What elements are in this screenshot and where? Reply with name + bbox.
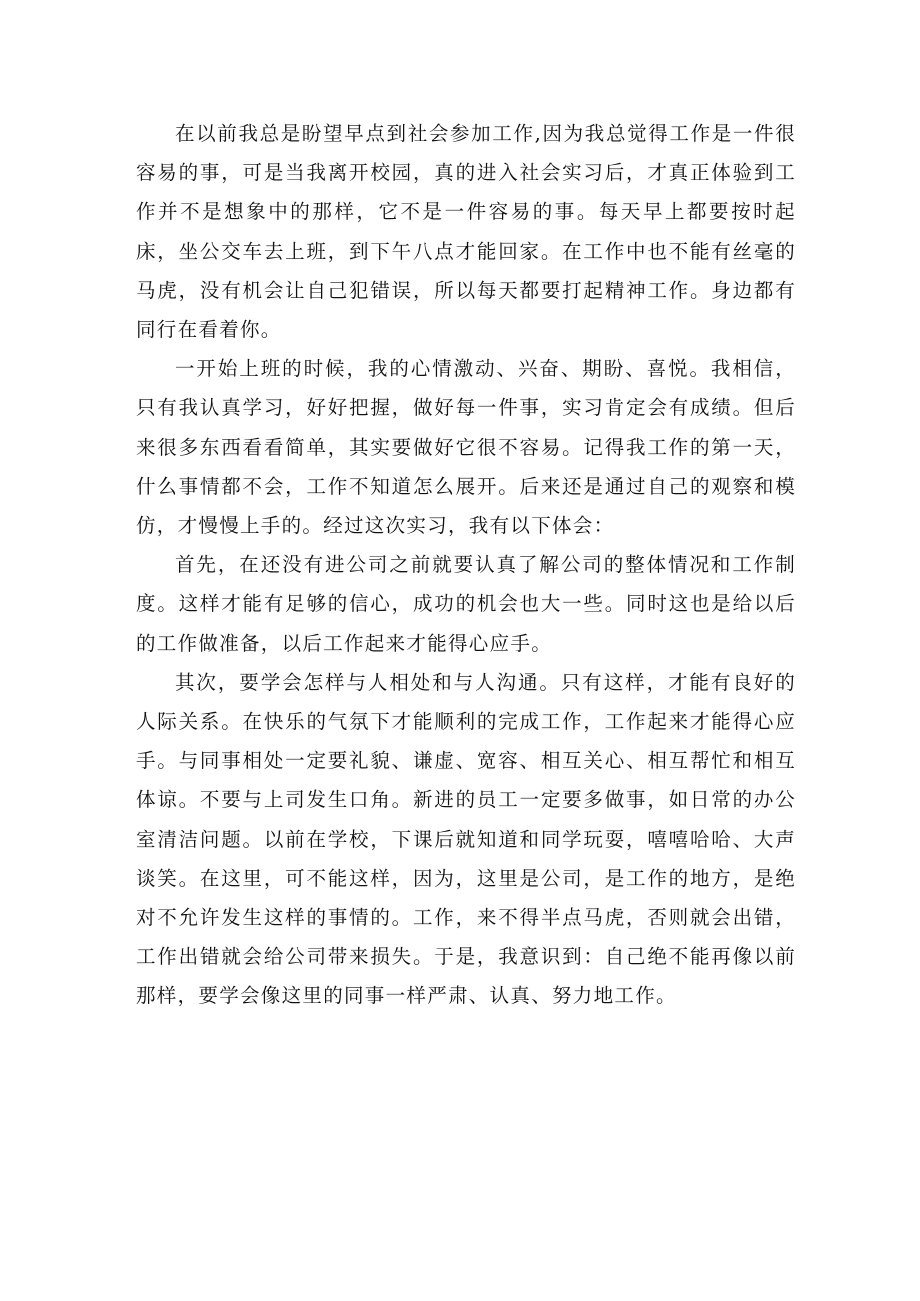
paragraph-2: 一开始上班的时候，我的心情激动、兴奋、期盼、喜悦。我相信，只有我认真学习，好好把握，做好每一件事，实习肯定会有成绩。但后来很多东西看看简单，其实要做好它很不容易。记得我工作的第一天，什么事情都不会，工作不知道怎么展开。后来还是通过自己的观察和模仿，才慢慢上手的。经过这次实习，我有以下体会： [136, 357, 796, 538]
paragraph-3: 首先，在还没有进公司之前就要认真了解公司的整体情况和工作制度。这样才能有足够的信心，成功的机会也大一些。同时这也是给以后的工作做准备，以后工作起来才能得心应手。 [136, 553, 796, 655]
document-body [136, 114, 796, 1016]
paragraph-4: 其次，要学会怎样与人相处和与人沟通。只有这样，才能有良好的人际关系。在快乐的气氛下才能顺利的完成工作，工作起来才能得心应手。与同事相处一定要礼貌、谦虚、宽容、相互关心、相互帮忙和相互体谅。不要与上司发生口角。新进的员工一定要多做事，如日常的办公室清洁问题。以前在学校，下课后就知道和同学玩耍，嘻嘻哈哈、大声谈笑。在这里，可不能这样，因为，这里是公司，是工作的地方，是绝对不允许发生这样的事情的。工作，来不得半点马虎，否则就会出错，工作出错就会给公司带来损失。于是，我意识到：自己绝不能再像以前那样，要学会像这里的同事一样严肃、认真、努力地工作。 [136, 670, 796, 1008]
paragraph-1: 在以前我总是盼望早点到社会参加工作,因为我总觉得工作是一件很容易的事，可是当我离开校园，真的进入社会实习后，才真正体验到工作并不是想象中的那样，它不是一件容易的事。每天早上都要按时起床，坐公交车去上班，到下午八点才能回家。在工作中也不能有丝毫的马虎，没有机会让自己犯错误，所以每天都要打起精神工作。身边都有同行在看着你。 [136, 122, 796, 342]
